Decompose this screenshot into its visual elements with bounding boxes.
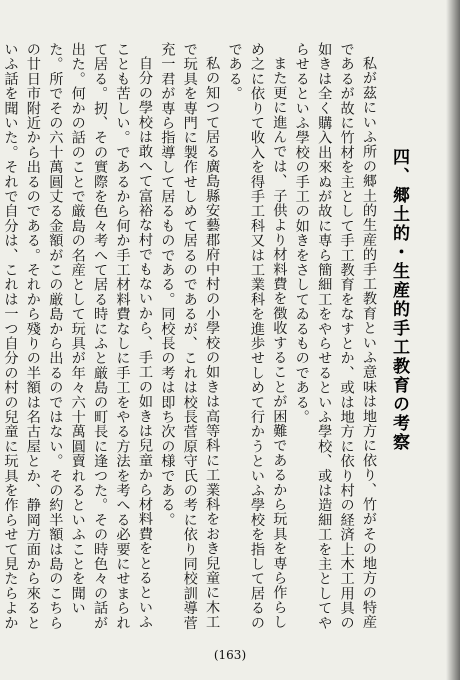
page-number: (163) (213, 648, 247, 662)
paragraph: 自分の學校は敢へて富裕な村でもないから、手工の如きは兒童から材料費をとるといふことも苦しい。であるから何か手工材料費なしに手工をやる方法を考へる必要にせまられて居る。扨、その實際を色々考へて居る時にふと厳島の町長に逢つた。その時色々の話が出た。何かの話のことで厳島の名産として玩具が年々六十萬圓賣れるといふことを聞いた。所でその六十萬圓丈る金額がこの厳島から出るのではない。その約半額は島のこちらの廿日市附近から出るのである。それから殘りの半額は名古屋とか、静岡方面から來るといふ話を聞いた。それで自分は、これは一つ自分の村の兒童に玩具を作らせて見たらよか (2, 42, 153, 630)
paragraph: 私が茲にいふ所の郷土的生産的手工教育といふ意味は地方に依り、竹がその地方の特産であるが故に竹材を主として手工教育をなすとか、或は地方に依り村の経済上木工用具の如きは全く購入出來ぬが故に専ら簡細工をやらせるといふ學校、或は造細工を主としてやらせるといふ學校の手工の如きをさしてゐるものである。 (293, 42, 377, 630)
page-edge-shadow (446, 0, 460, 680)
section-heading: 四、郷土的・生産的手工教育の考察 (389, 148, 409, 452)
paragraph: また更に進んでは、子供より材料費を徴收することが困難であるから玩具を専ら作らしめ之に依りて收入を得手工科又は工業科を進歩せしめて行かうといふ學校を指して居るのである。 (226, 42, 288, 630)
paragraph: 私の知つて居る廣島縣安藝郡府中村の小學校の如きは高等科に工業科をおき兒童に木工で玩具を専門に製作せしめて居るのであるが、これは校長菅原守氏の考に依り同校訓導菅充一君が専ら指導して居るものである。同校長の考は即ち次の様である。 (159, 42, 221, 630)
body-text (0, 42, 380, 640)
